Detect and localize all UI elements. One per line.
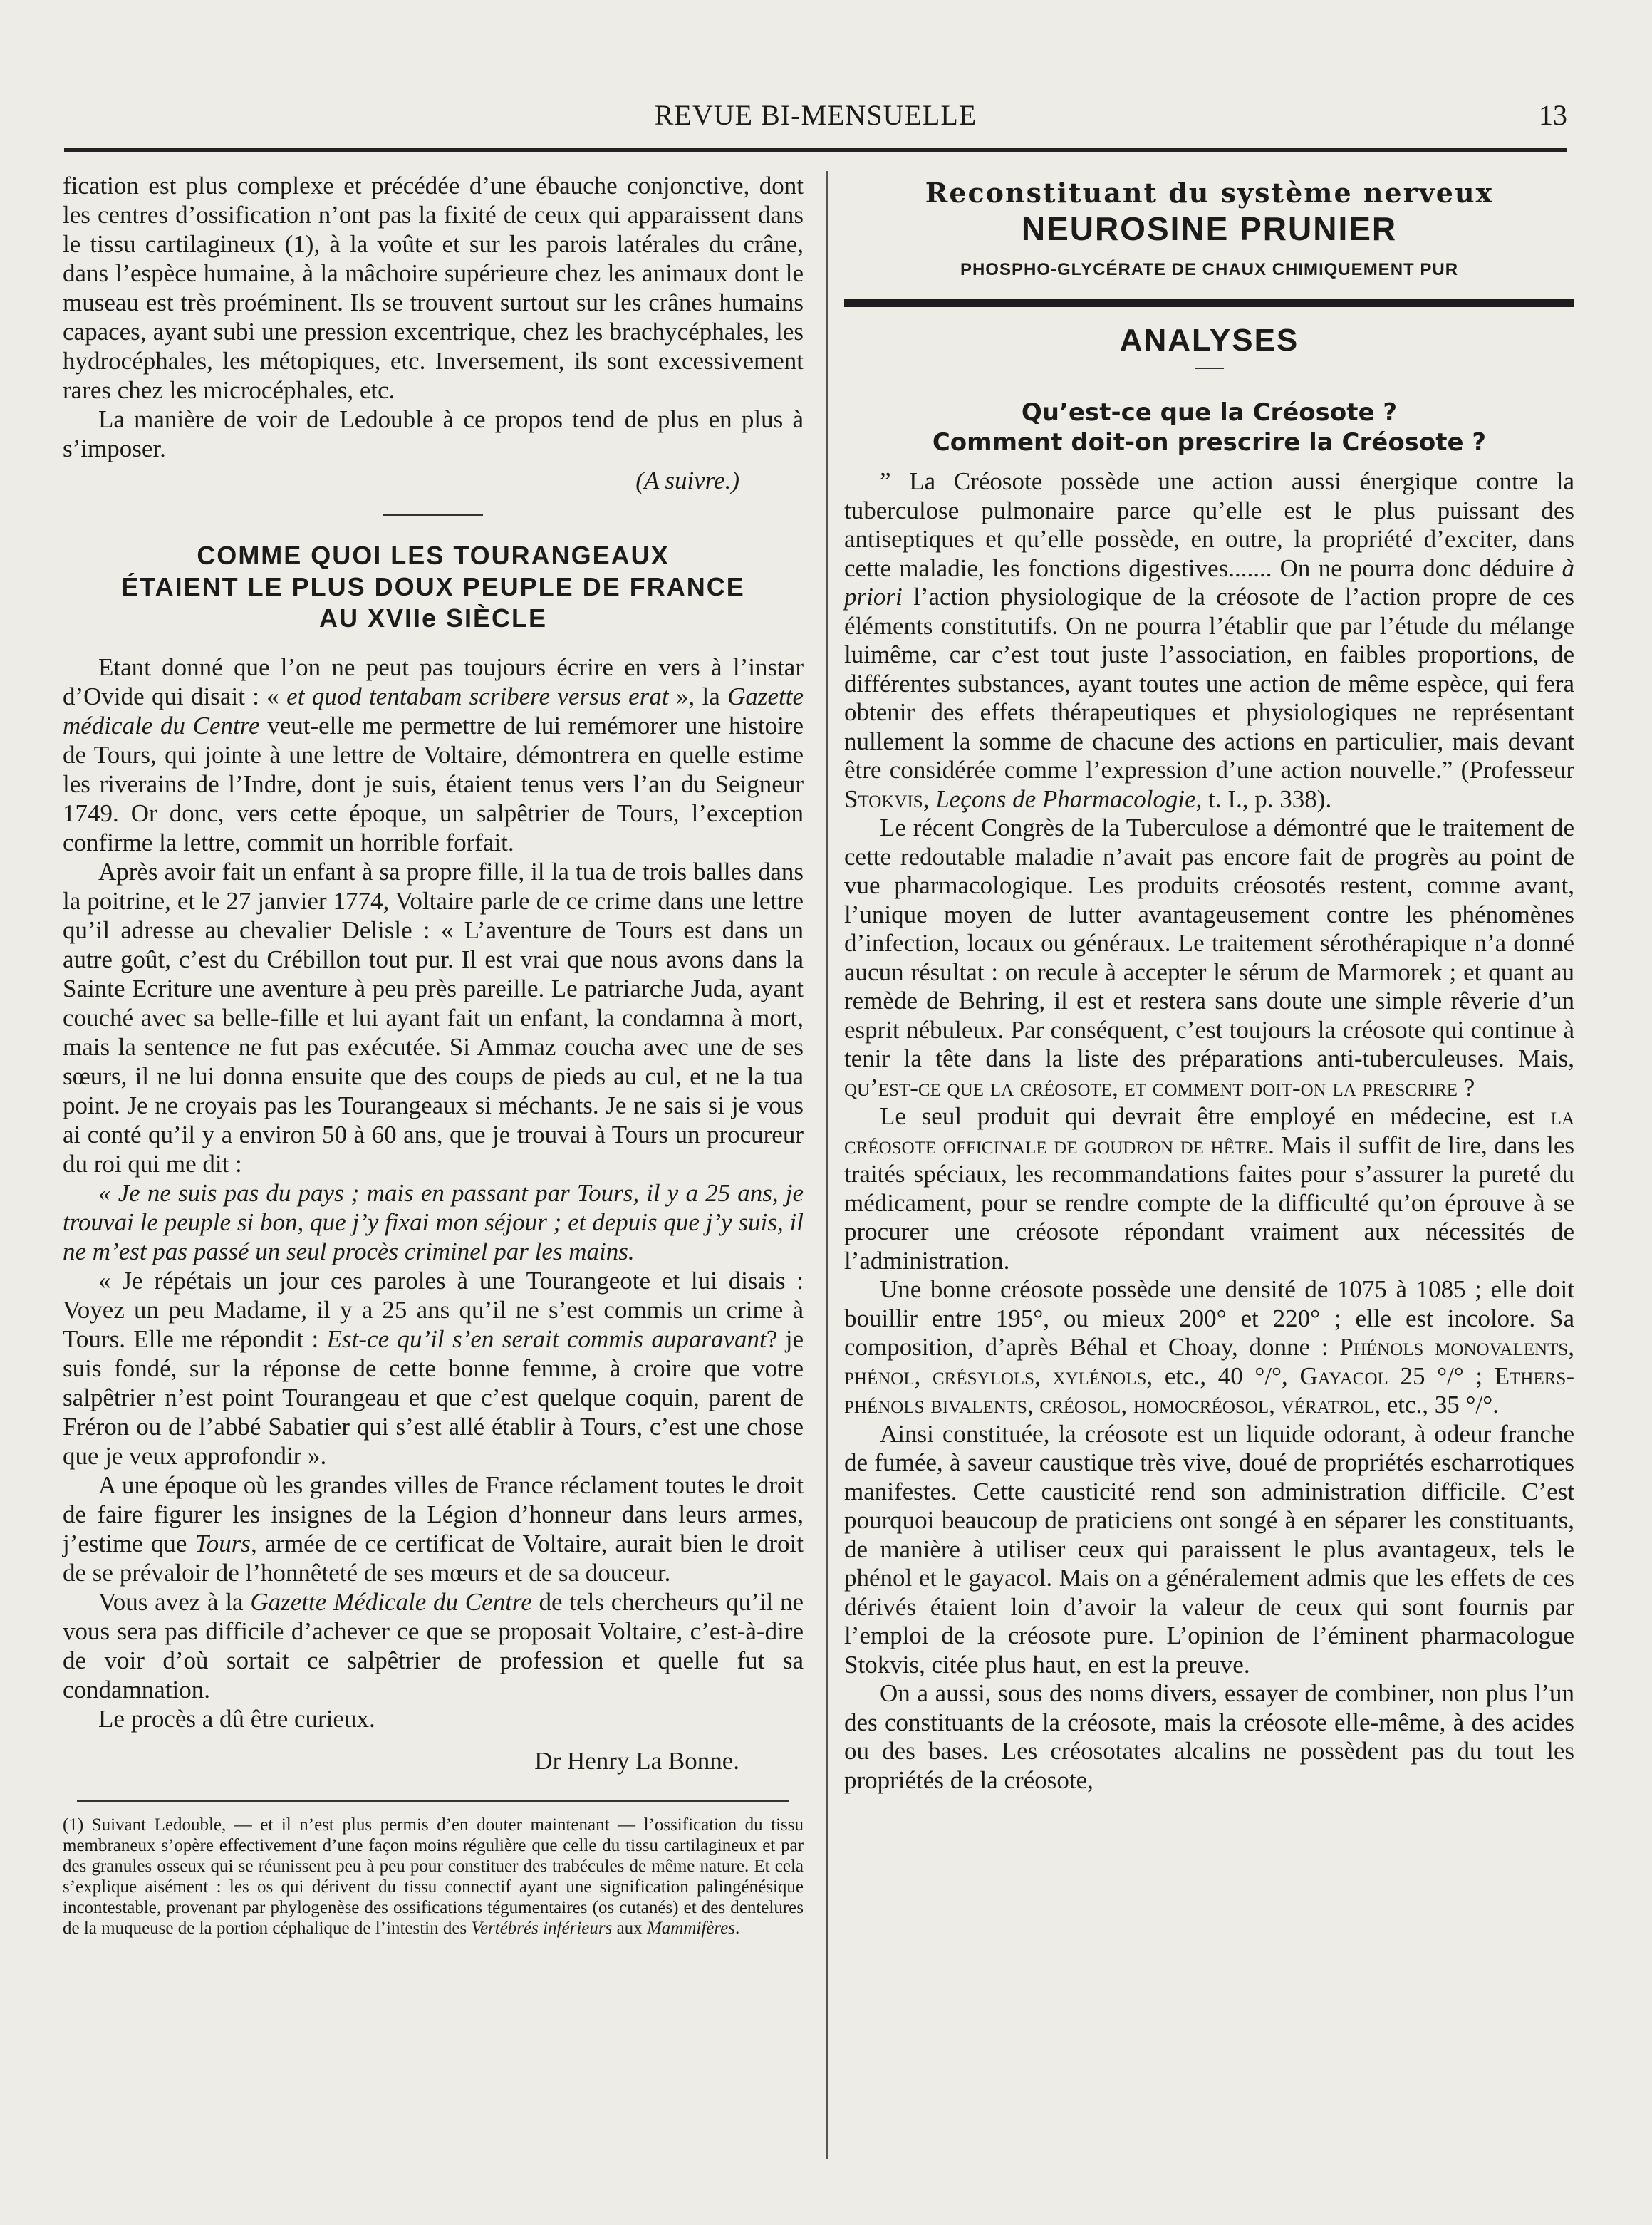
text-run: , t. I., p. 338).: [1195, 784, 1332, 813]
small-caps-run: la créosote officinale de goudron de hêtre: [844, 1102, 1574, 1159]
subheading-line-1: Qu’est-ce que la Créosote ?: [1021, 398, 1398, 427]
paragraph: La manière de voir de Ledouble à ce propos tend de plus en plus à s’imposer.: [63, 405, 804, 462]
paragraph: [844, 467, 1574, 814]
text-run: Etant donné que l’on ne peut pas toujours écrire en vers à l’instar d’Ovide qui disait : «: [63, 653, 804, 710]
italic-term: Vertébrés inférieurs: [471, 1919, 613, 1938]
text-run: Le récent Congrès de la Tuberculose a démontré que le traitement de cette redoutable maladie n’avait pas encore fait de progrès au point de vue pharmacologique. Les produits créosotés restent, comme avant, l’unique moyen de lutter avantageusement contre les phénomènes d’infection, locaux ou généraux. Le traitement sérothérapique n’a donné aucun résultat : on recule à accepter le sérum de Marmorek ; et quant au remède de Behring, il est et restera sans doute une simple rêverie d’un esprit nébuleux. Par conséquent, c’est toujours la créosote qui continue à tenir la tête dans la liste des préparations anti-tuberculeuses. Mais,: [844, 814, 1574, 1072]
text-run: A une époque où les grandes villes de France réclament toutes le droit de faire figurer les insignes de la Légion d’honneur dans leurs armes, j’estime que: [63, 1471, 804, 1557]
italic-quote: Est-ce qu’il s’en serait commis auparavant: [326, 1325, 767, 1353]
article-title-line-3: AU XVIIe SIÈCLE: [318, 603, 548, 633]
text-run: « Je répétais un jour ces paroles à une Tourangeote et lui disais : Voyez un peu Madame, il y a 25 ans qu’il ne s’est commis un crime à Tours. Elle me répondit :: [63, 1267, 804, 1353]
text-run: ?: [1457, 1073, 1475, 1101]
left-column: [63, 171, 804, 1939]
paragraph: Ainsi constituée, la créosote est un liquide odorant, à odeur franche de fumée, à saveur caustique très vive, doué de propriétés escharrotiques manifestes. Cette causticité rend son administration difficile. C’est pourquoi beaucoup de praticiens ont songé à en séparer les constituants, de manière à utiliser ceux qui paraissent le plus avantageux, tels le phénol et le gayacol. Mais on a généralement admis que les effets de ces dérivés étaient loin d’avoir la valeur de ceux qui sont fournis par l’emploi de la créosote pure. L’opinion de l’éminent pharmacologue Stokvis, citée plus haut, en est la preuve.: [844, 1419, 1574, 1679]
signature: Dr Henry La Bonne.: [534, 1747, 739, 1775]
article-title: [63, 540, 804, 634]
to-be-continued: (A suivre.): [635, 467, 739, 494]
advertisement-subtitle: PHOSPHO-GLYCÉRATE DE CHAUX CHIMIQUEMENT PUR: [960, 260, 1459, 279]
section-rule: [383, 514, 483, 516]
small-caps-run: Ethers-phénols bivalents, créosol, homocréosol, vératrol: [844, 1362, 1574, 1418]
advertisement-rule: [844, 299, 1574, 307]
small-caps-run: qu’est-ce que la créosote, et comment doit-on la prescrire: [844, 1073, 1458, 1101]
text-run: de tels chercheurs qu’il ne vous sera pas difficile d’achever ce que se proposait Voltaire, c’est-à-dire de voir d’où sortait ce salpêtrier de profession et quelle fut sa condamnation.: [63, 1588, 804, 1703]
paragraph: [63, 653, 804, 857]
small-caps-run: Phénols monovalents, phénol, crésylols, xylénols: [844, 1333, 1574, 1390]
text-run: . Mais il suffit de lire, dans les traités spéciaux, les recommandations faites pour s’assurer la pureté du médicament, pour se rendre compte de la difficulté qu’on éprouve à se procurer une créosote répondant vraiment aux nécessités de l’administration.: [844, 1131, 1574, 1275]
book-title: Leçons de Pharmacologie: [935, 784, 1196, 813]
footnote-rule: [77, 1800, 789, 1802]
subheading-line-2: Comment doit-on prescrire la Créosote ?: [932, 428, 1487, 457]
paragraph: Le procès a dû être curieux.: [98, 1705, 375, 1733]
latin-quote: et quod tentabam scribere versus erat: [286, 683, 669, 710]
text-run: , armée de ce certificat de Voltaire, aurait bien le droit de se prévaloir de l’honnêteté de ses mœurs et de sa douceur.: [63, 1530, 804, 1587]
paragraph: On a aussi, sous des noms divers, essayer de combiner, non plus l’un des constituants de la créosote, mais la créosote elle-même, à des acides ou des bases. Les créosotates alcalins ne possèdent pas du tout les propriétés de la créosote,: [844, 1679, 1574, 1794]
advertisement-tagline: Reconstituant du système nerveux: [925, 177, 1494, 209]
heading-rule: [1195, 368, 1224, 369]
article-title-line-1: COMME QUOI LES TOURANGEAUX: [197, 541, 670, 570]
italic-term: à priori: [844, 554, 1574, 611]
article-subheading: [844, 398, 1574, 457]
text-run: Une bonne créosote possède une densité de 1075 à 1085 ; elle doit bouillir entre 195°, ou mieux 200° et 220° ; elle est incolore. Sa composition, d’après Béhal et Choay, donne :: [844, 1275, 1574, 1361]
text-run: 25 °/° ;: [1388, 1362, 1495, 1390]
text-run: aux: [612, 1919, 647, 1938]
author-name: Stokvis: [844, 784, 923, 813]
small-caps-run: Gayacol: [1299, 1362, 1388, 1390]
advertisement-brand: NEUROSINE PRUNIER: [1021, 210, 1398, 247]
italic-term: Mammifères: [646, 1919, 735, 1938]
text-run: ” La Créosote possède une action aussi énergique contre la tuberculose pulmonaire parce qu’elle est le plus puissant des antiseptiques et qu’elle possède, en outre, la propriété d’exciter, dans cette maladie, les fonctions digestives....... On ne pourra donc déduire: [844, 467, 1574, 582]
text-run: l’action physiologique de la créosote de l’action propre de ces éléments constitutifs. On ne pourra l’établir que par l’étude du mélange luimême, car c’est tout juste l’association, en faibles proportions, de différentes substances, ayant toutes une action de même espèce, qui fera obtenir des effets thérapeutiques et physiologiques ne représentant nullement la somme de chacune des actions en particulier, mais devant être considérée comme l’expression d’une action nouvelle.” (Professeur: [844, 583, 1574, 784]
section-heading: ANALYSES: [1119, 323, 1299, 358]
paragraph: [63, 1471, 804, 1587]
paragraph: [63, 1266, 804, 1471]
text-run: ? je suis fondé, sur la réponse de cette bonne femme, à croire que votre salpêtrier n’est point Tourangeau et que c’est quelque coquin, parent de Fréron ou de l’abbé Sabatier qui s’est allé établir à Tours, c’est une chose que je veux approfondir ».: [63, 1325, 804, 1470]
article-title-line-2: ÉTAIENT LE PLUS DOUX PEUPLE DE FRANCE: [121, 572, 745, 601]
text-run: veut-elle me permettre de lui remémorer une histoire de Tours, qui jointe à une lettre de Voltaire, démontrera en quelle estime les riverains de l’Indre, dont je suis, étaient tenus vers l’an du Seigneur 1749. Or donc, vers cette époque, un salpêtrier de Tours, l’exception confirme la lettre, commit un horrible forfait.: [63, 712, 804, 856]
paragraph: [844, 1102, 1574, 1275]
column-divider: [826, 171, 828, 2159]
italic-word: Tours: [194, 1530, 251, 1557]
paragraph: [844, 814, 1574, 1102]
text-run: .: [735, 1919, 740, 1938]
paragraph: [63, 1587, 804, 1704]
text-run: Le seul produit qui devrait être employé en médecine, est: [880, 1102, 1551, 1130]
text-run: , etc., 35 °/°.: [1374, 1391, 1499, 1418]
text-run: Vous avez à la: [98, 1588, 251, 1616]
journal-title: REVUE BI-MENSUELLE: [654, 99, 977, 131]
publication-name: Gazette Médicale du Centre: [250, 1588, 532, 1616]
header-rule: [64, 148, 1567, 152]
paragraph-continued: fication est plus complexe et précédée d’une ébauche conjonctive, dont les centres d’ossification n’ont pas la fixité de ceux qui apparaissent dans le tissu cartilagineux (1), à la voûte et sur les parois latérales du crâne, dans l’espèce humaine, à la mâchoire supérieure chez les animaux dont le museau est très proéminent. Ils se trouvent surtout sur les crânes humains capaces, ayant subi une pression excentrique, chez les brachycéphales, les hydrocéphales, les métopiques, etc. Inversement, ils sont excessivement rares chez les microcéphales, etc.: [63, 172, 804, 404]
footnote: [63, 1815, 804, 1939]
page-header: [64, 98, 1567, 141]
paragraph: [844, 1275, 1574, 1420]
page-number: 13: [1539, 99, 1567, 131]
text-run: ,: [923, 784, 936, 813]
text-run: , etc., 40 °/°,: [1146, 1362, 1300, 1390]
quote-paragraph: « Je ne suis pas du pays ; mais en passant par Tours, il y a 25 ans, je trouvai le peuple si bon, que j’y fixai mon séjour ; et depuis que j’y suis, il ne m’est pas passé un seul procès criminel par les mains.: [63, 1179, 804, 1265]
text-run: (1) Suivant Ledouble, — et il n’est plus permis d’en douter maintenant — l’ossification du tissu membraneux s’opère effectivement d’une façon moins régulière que celle du tissu cartilagineux et par des granules osseux qui se réunissent peu à peu pour constituer des trabécules de même nature. Et cela s’explique aisément : les os qui dérivent du tissu connectif ayant une signification palingénésique incontestable, provenant par phylogenèse des ossifications tégumentaires (os cutanés) et des dentelures de la muqueuse de la portion céphalique de l’intestin des: [63, 1815, 804, 1938]
text-run: », la: [668, 683, 728, 710]
publication-name: Gazette médicale du Centre: [63, 683, 804, 740]
paragraph: Après avoir fait un enfant à sa propre fille, il la tua de trois balles dans la poitrine, et le 27 janvier 1774, Voltaire parle de ce crime dans une lettre qu’il adresse au chevalier Delisle : « L’aventure de Tours est dans un autre goût, c’est du Crébillon tout pur. Il est vrai que nous avons dans la Sainte Ecriture une aventure à peu près pareille. Le patriarche Juda, ayant couché avec sa belle-fille et lui ayant fait un enfant, la condamna à mort, mais la sentence ne fut pas exécutée. Si Ammaz coucha avec une de ses sœurs, il ne lui donna ensuite que des coups de pieds au cul, et ne la tua point. Je ne croyais pas les Tourangeaux si méchants. Je ne sais si je vous ai conté qu’il y a environ 50 à 60 ans, que je trouvai à Tours un procureur du roi qui me dit :: [63, 858, 804, 1178]
right-column: [844, 178, 1574, 1795]
